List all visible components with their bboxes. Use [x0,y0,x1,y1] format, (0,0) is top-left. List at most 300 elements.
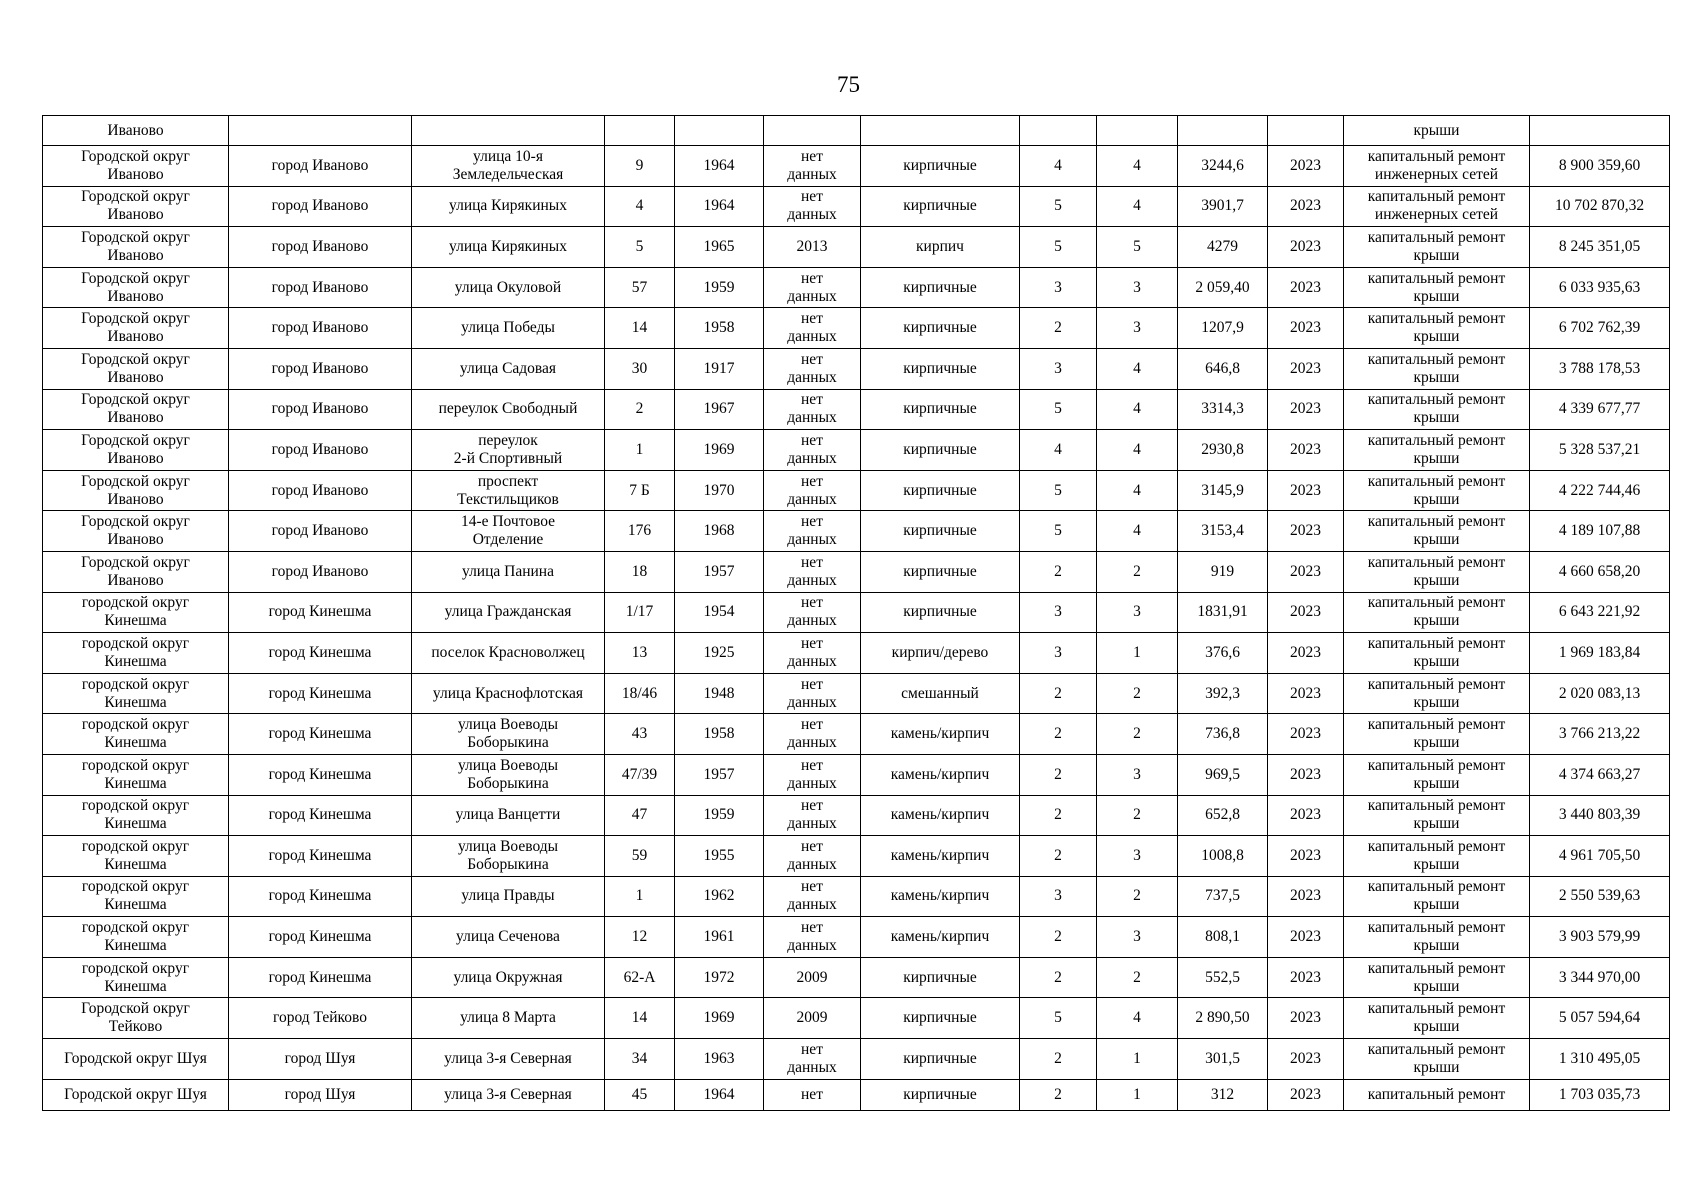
cell-text-street-1: улица Окуловой [454,278,562,296]
cell-work-type [1344,957,1530,998]
cell-area [1178,957,1268,998]
cell-text-work-1: капитальный ремонт [1367,675,1506,693]
cell-text-street-1: поселок Красноволжец [431,643,585,661]
cell-text-settlement: город Кинешма [268,765,372,783]
cell-text-year-built: 1958 [703,725,735,743]
cell-entrances [1097,227,1178,268]
cell-text-settlement: город Кинешма [268,684,372,702]
cell-text-district-2: Кинешма [104,855,167,873]
cell-settlement [229,470,412,511]
cell-area [1178,795,1268,836]
cell-house-number [605,957,675,998]
cell-floors [1020,876,1097,917]
cell-district [43,633,229,674]
cell-text-street-1: улица Гражданская [444,603,572,621]
cell-text-settlement: город Иваново [271,440,369,458]
cell-last-repair-year [764,227,861,268]
cell-text-district-2: Иваново [107,287,164,305]
cell-cost [1530,227,1670,268]
cell-settlement [229,511,412,552]
cell-text-street-1: улица Правды [461,887,555,905]
cell-district [43,389,229,430]
cell-cost [1530,876,1670,917]
cell-text-district-1: Городской округ [81,310,190,328]
cell-plan-year [1268,754,1344,795]
cell-text-year-built: 1957 [703,562,735,580]
cell-text-street-1: улица Победы [461,319,555,337]
cell-cost [1530,592,1670,633]
cell-text-area: 1207,9 [1201,319,1244,337]
cell-text-area: 736,8 [1205,725,1240,743]
cell-text-year-built: 1954 [703,603,735,621]
cell-text-district-2: Иваново [107,368,164,386]
cell-area [1178,389,1268,430]
cell-text-work-2: крыши [1413,815,1460,833]
cell-text-work-2: крыши [1413,977,1460,995]
cell-text-year-last-repair-2: данных [787,165,837,183]
cell-last-repair-year [764,551,861,592]
cell-year-built [675,389,764,430]
cell-floors [1020,146,1097,187]
cell-text-work-1: капитальный ремонт [1367,716,1506,734]
cell-floors: 2 [1020,1079,1097,1110]
cell-plan-year [1268,836,1344,877]
cell-text-street-1: улица Садовая [459,359,557,377]
cell-text-floors: 3 [1054,359,1062,377]
cell-work-type [1344,267,1530,308]
cell-text-year-last-repair-2: данных [787,328,837,346]
cell-text-work-2: крыши [1413,328,1460,346]
cell-wall-material [861,470,1020,511]
cell-text-area: 301,5 [1205,1049,1240,1067]
table-row [43,551,1670,592]
cell-year-built [675,876,764,917]
cell-text-plan-year: 2023 [1290,603,1321,621]
cell-text-area: 919 [1210,562,1235,580]
cell-text-district-2: Иваново [107,571,164,589]
cell-last-repair-year [764,795,861,836]
cell-floors [1020,592,1097,633]
cell-entrances [1097,511,1178,552]
cell-text-work-2: крыши [1413,855,1460,873]
cell-cost [1530,754,1670,795]
cell-text-street-1: улица 10-я [473,147,543,165]
cell-text-district-1: городской округ [81,634,190,652]
cell-text-district-2: Иваново [107,328,164,346]
cell-wall-material [861,633,1020,674]
cell-text-work-1: капитальный ремонт [1367,837,1506,855]
cell-text-plan-year: 2023 [1290,1049,1321,1067]
cell-text-work-1: капитальный ремонт [1367,188,1506,206]
cell-district [43,917,229,958]
cell-text-year-last-repair-2: данных [787,612,837,630]
cell-plan-year [1268,673,1344,714]
cell-last-repair-year [764,836,861,877]
cell-wall-material [861,754,1020,795]
cell-plan-year: 2023 [1268,1079,1344,1110]
cell-text-area: 392,3 [1205,684,1240,702]
cell-text-plan-year: 2023 [1290,684,1321,702]
cell-text-floors: 5 [1054,522,1062,540]
cell-text-settlement: город Иваново [271,319,369,337]
cell-text-district-2: Иваново [107,531,164,549]
cell-cost [1530,267,1670,308]
table-row [43,1039,1670,1080]
table-row [43,673,1670,714]
cell-year-built [675,551,764,592]
cell-text-work-1: капитальный ремонт [1367,310,1506,328]
cell-district [43,146,229,187]
cell-entrances [1097,957,1178,998]
cell-text-cost: 2 550 539,63 [1558,887,1641,905]
cell-house-number [605,430,675,471]
cell-district [43,998,229,1039]
cell-text-wall-material: смешанный [901,684,979,702]
cell-street [412,146,605,187]
cell-last-repair-year [764,673,861,714]
table-row [43,470,1670,511]
housing-repair-table [42,115,1670,1111]
cell-cost [1530,673,1670,714]
cell-text-plan-year: 2023 [1290,522,1321,540]
cell-text-entrances: 2 [1133,725,1141,743]
cell-plan-year [1268,389,1344,430]
cell-entrances [1097,267,1178,308]
cell-text-street-1: улица 3-я Северная [444,1049,572,1067]
cell-text-area: 2930,8 [1201,440,1244,458]
cell-text-work-1: капитальный ремонт [1367,634,1506,652]
cell-floors [1020,389,1097,430]
cell-entrances [1097,186,1178,227]
cell-text-work-1: капитальный ремонт [1367,553,1506,571]
cell-text-cost: 6 643 221,92 [1558,603,1641,621]
cell-street [412,876,605,917]
cell-text-work-1: капитальный ремонт [1367,878,1506,896]
table-body [43,116,1670,1111]
table-row [43,592,1670,633]
cell-text-district-1: Городской округ [81,1000,190,1018]
cell-street: улица 3-я Северная [412,1079,605,1110]
cell-text-district-2: Кинешма [104,652,167,670]
cell-text-floors: 2 [1054,928,1062,946]
cell-street [412,1039,605,1080]
cell-entrances [1097,1039,1178,1080]
cell-text-floors: 5 [1054,400,1062,418]
cell-text-year-built: 1969 [703,1009,735,1027]
cell-text-entrances: 2 [1133,968,1141,986]
cell-text-year-last-repair-1: нет [801,1040,823,1058]
cell-text-cost: 3 788 178,53 [1558,359,1641,377]
cell-text-work-1: капитальный ремонт [1367,269,1506,287]
cell-floors [1020,551,1097,592]
cell-district: Городской округ Шуя [43,1079,229,1110]
cell-text-house: 18 [631,562,648,580]
cell-cost [1530,551,1670,592]
cell-plan-year [1268,267,1344,308]
cell-text-settlement: город Кинешма [268,643,372,661]
cell-text-entrances: 3 [1133,846,1141,864]
cell-district [43,186,229,227]
cell-text-wall-material: камень/кирпич [890,846,990,864]
cell-entrances [1097,430,1178,471]
cell-text-year-last-repair-2: данных [787,368,837,386]
cell-text-settlement: город Иваново [271,522,369,540]
cell-plan-year [1268,511,1344,552]
cell-floors [1020,308,1097,349]
cell-cost [1530,511,1670,552]
cell-text-work-1: капитальный ремонт [1367,350,1506,368]
cell-street [412,592,605,633]
cell-text-plan-year: 2023 [1290,278,1321,296]
cell-text-cost: 1 969 183,84 [1558,643,1641,661]
cell-text-district-1: Городской округ [81,269,190,287]
cell-text-year-last-repair-1: нет [801,594,823,612]
cell-cost [1530,348,1670,389]
cell-year-built [675,714,764,755]
cell-settlement [229,633,412,674]
cell-year-built [675,1039,764,1080]
cell-plan-year [1268,146,1344,187]
cell-text-wall-material: кирпичные [903,400,977,418]
cell-last-repair-year [764,714,861,755]
cell-house-number [605,146,675,187]
cell-text-street-2: Боборыкина [467,774,549,792]
cell-year-built [675,470,764,511]
cell-house-number [605,470,675,511]
cell-area [1178,186,1268,227]
cell-house-number [605,186,675,227]
cell-text-year-built: 1925 [703,643,735,661]
cell-settlement [229,430,412,471]
cell-text-entrances: 4 [1133,1009,1141,1027]
cell-house-number [605,267,675,308]
cell-text-year-built: 1948 [703,684,735,702]
page-number: 75 [837,72,860,97]
cell-text-year-last-repair-1: нет [801,716,823,734]
cell-settlement [229,836,412,877]
cell-text-area: 1831,91 [1197,603,1248,621]
cell-floors [1020,714,1097,755]
cell-text-year-last-repair-1: 2013 [796,237,828,255]
cell-text-year-last-repair-2: данных [787,693,837,711]
cell-text-entrances: 2 [1133,562,1141,580]
cell-plan-year [1268,957,1344,998]
cell-floors [1020,470,1097,511]
table-row [43,308,1670,349]
cell-cost [1530,795,1670,836]
cell-plan-year [1268,308,1344,349]
cell-text-settlement: город Шуя [284,1049,356,1067]
cell-text-floors: 2 [1054,319,1062,337]
cell-text-street-1: улица Воеводы [457,837,559,855]
cell-plan-year [1268,998,1344,1039]
cell-area [1178,917,1268,958]
cell-text-cost: 3 903 579,99 [1558,928,1641,946]
cell-text-wall-material: кирпичные [903,319,977,337]
cell-text-district-1: городской округ [81,756,190,774]
cell-text-district-1: городской округ [81,675,190,693]
cell-text-district-1: Городской округ [81,188,190,206]
cell-text-entrances: 2 [1133,887,1141,905]
cell-area [1178,511,1268,552]
cell-text-year-last-repair-1: 2009 [796,1009,828,1027]
cell-text-cost: 6 702 762,39 [1558,319,1641,337]
cell-wall-material [861,308,1020,349]
cell-year-built [675,146,764,187]
cell-text-work-2: крыши [1413,734,1460,752]
cell-text-year-last-repair-1: нет [801,513,823,531]
cell-text-year-built: 1959 [703,278,735,296]
cell-plan-year [1268,876,1344,917]
cell-text-year-last-repair-1: нет [801,188,823,206]
cell-text-entrances: 5 [1133,237,1141,255]
cell-street [412,998,605,1039]
cell-wall-material [861,876,1020,917]
cell-text-street-1: переулок [478,431,538,449]
cell-text-district-2: Кинешма [104,815,167,833]
cell-year-built [675,795,764,836]
cell-text-house: 57 [631,278,648,296]
cell-text-street-1: улица 8 Марта [460,1009,556,1027]
cell-district [43,267,229,308]
cell-area: 312 [1178,1079,1268,1110]
cell-text-cost: 6 033 935,63 [1558,278,1641,296]
cell-text-district-1: Городской округ [81,472,190,490]
cell-plan-year [1268,186,1344,227]
cell-text-year-last-repair-2: данных [787,734,837,752]
cell-text-work-2: крыши [1413,409,1460,427]
cell-area [1178,836,1268,877]
cell-text-plan-year: 2023 [1290,237,1321,255]
cell-text-settlement: город Иваново [271,400,369,418]
cell-text-entrances: 3 [1133,278,1141,296]
cell-text-district-1: Городской округ [81,147,190,165]
cell-text-district-2: Кинешма [104,977,167,995]
cell-text-cost: 4 339 677,77 [1558,400,1641,418]
cell-text-street-2: Отделение [472,531,544,549]
cell-text-work-1: капитальный ремонт [1367,919,1506,937]
cell-district [43,308,229,349]
cell-text-wall-material: кирпичные [903,440,977,458]
cell-street [412,754,605,795]
cell-street [412,186,605,227]
table-row [43,754,1670,795]
cell-text-entrances: 4 [1133,400,1141,418]
cell-text-entrances: 3 [1133,765,1141,783]
cell-work-type [1344,836,1530,877]
cell-last-repair-year [764,917,861,958]
cell-wall-material [861,917,1020,958]
cell-text-year-last-repair-1: нет [801,553,823,571]
cell-district [43,348,229,389]
cell-text-district-1: Городской округ [81,431,190,449]
cell-text-year-last-repair-1: нет [801,310,823,328]
cell-wall-material [861,795,1020,836]
cell-last-repair-year [764,389,861,430]
cell-work-type [1344,714,1530,755]
cell-wall-material [861,1039,1020,1080]
cell-text-house: 47 [631,806,648,824]
cell-plan-year [1268,592,1344,633]
cell-entrances [1097,836,1178,877]
table-row [43,511,1670,552]
cell-text-settlement: город Кинешма [268,968,372,986]
cell-text-wall-material: кирпичные [903,968,977,986]
cell-text-area: 376,6 [1205,643,1240,661]
cell-text-floors: 2 [1054,765,1062,783]
cell-text-floors: 2 [1054,968,1062,986]
cell-text-cost: 2 020 083,13 [1558,684,1641,702]
cell-settlement [229,348,412,389]
cell-text-area: 2 890,50 [1195,1009,1250,1027]
cell-text-work-1: капитальный ремонт [1367,513,1506,531]
cell-text-house: 18/46 [621,684,658,702]
cell-text-street-1: 14-е Почтовое [460,513,556,531]
cell-text-work-1: капитальный ремонт [1367,391,1506,409]
cell-text-house: 34 [631,1049,648,1067]
cell-text-floors: 3 [1054,603,1062,621]
cell-text-floors: 5 [1054,237,1062,255]
cell-text-settlement: город Кинешма [268,806,372,824]
cell-text-floors: 5 [1054,481,1062,499]
cell-text-settlement: город Кинешма [268,603,372,621]
cell-text-work-2: крыши [1413,531,1460,549]
cell-work: капитальный ремонт [1344,1079,1530,1110]
cell-plan-year [1268,917,1344,958]
table-row [43,957,1670,998]
cell-settlement [229,592,412,633]
cell-text-house: 59 [631,846,648,864]
cell-text-year-last-repair-1: нет [801,269,823,287]
cell-text-district-1: Городской округ [81,513,190,531]
cell-text-year-built: 1955 [703,846,735,864]
cell-text-street-1: улица Воеводы [457,716,559,734]
cell-text-house: 2 [635,400,644,418]
cell-text-settlement: город Иваново [271,562,369,580]
cell-text-year-built: 1962 [703,887,735,905]
cell-house-number [605,1039,675,1080]
cell-street [412,633,605,674]
cell-work-type [1344,308,1530,349]
cell-text-cost: 10 702 870,32 [1554,197,1645,215]
cell-year-built [675,308,764,349]
cell-text-wall-material: кирпичные [903,603,977,621]
cell-house-number [605,917,675,958]
cell-text-settlement: город Иваново [271,481,369,499]
cell-district [43,227,229,268]
cell-settlement [229,146,412,187]
cell-floors [1020,348,1097,389]
cell-text-floors: 2 [1054,1049,1062,1067]
cell-entrances [1097,592,1178,633]
cell-text-house: 47/39 [621,765,658,783]
cell-text-cost: 3 766 213,22 [1558,725,1641,743]
cell-wall-material [861,430,1020,471]
cell-wall-material [861,714,1020,755]
cell-text-plan-year: 2023 [1290,928,1321,946]
cell-cost [1530,836,1670,877]
cell-text-floors: 2 [1054,684,1062,702]
cell-plan-year [1268,470,1344,511]
cell-text-area: 3314,3 [1201,400,1244,418]
cell-last-repair-year [764,186,861,227]
cell-cost [1530,308,1670,349]
cell-entrances [1097,551,1178,592]
cell-text-year-last-repair-2: данных [787,531,837,549]
cell-text-house: 14 [631,319,648,337]
cell-text-house: 4 [635,197,644,215]
cell-work-type [1344,795,1530,836]
